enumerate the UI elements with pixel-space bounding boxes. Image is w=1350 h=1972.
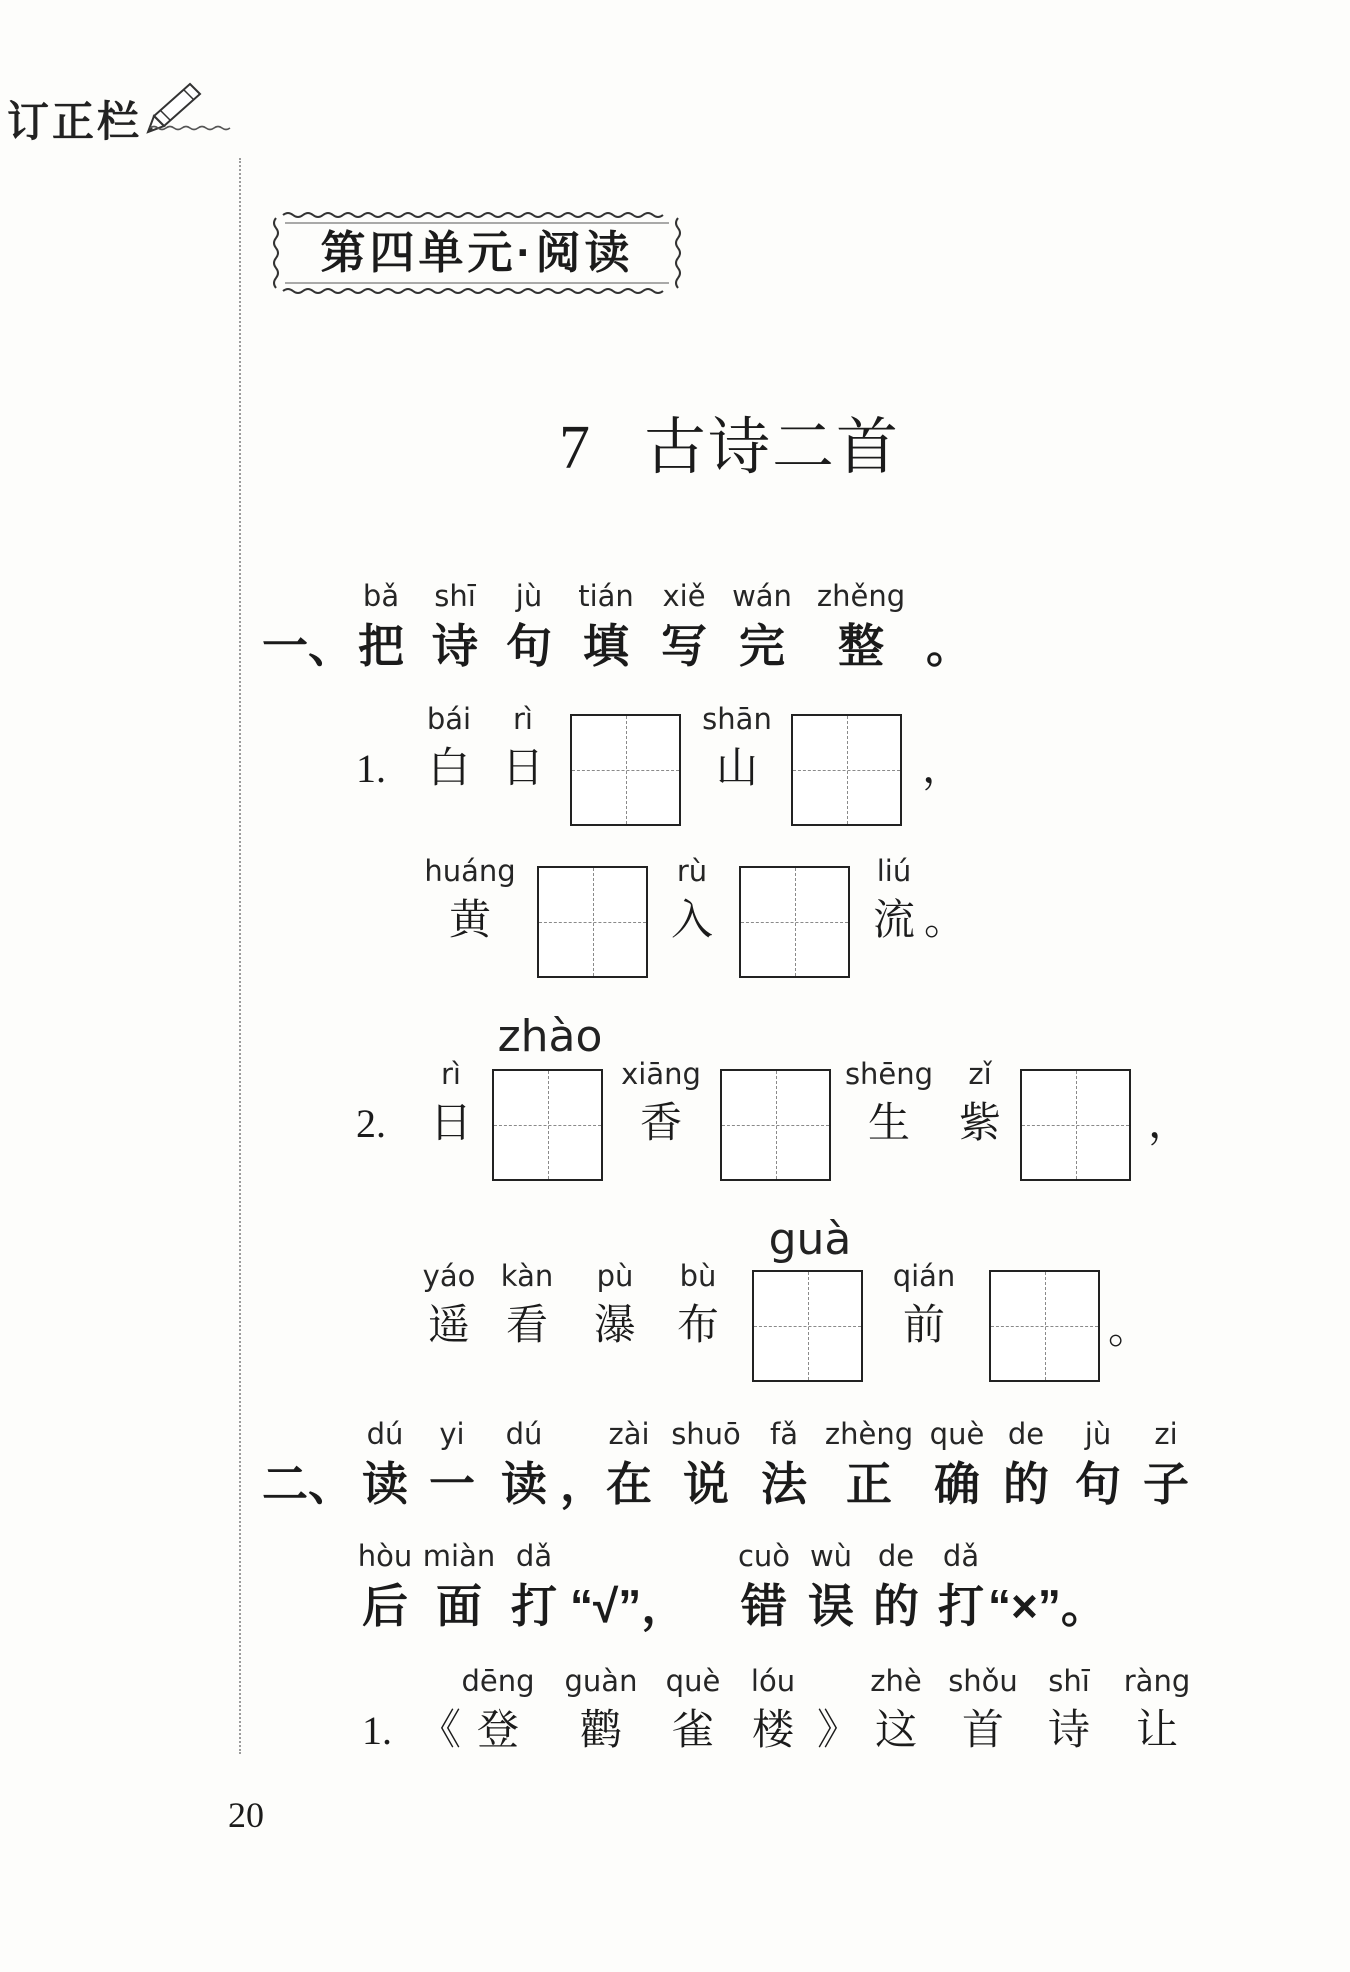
hanzi: 遥 — [427, 1303, 470, 1349]
pinyin: shī — [434, 579, 476, 613]
pinyin: bǎ — [362, 579, 400, 613]
hanzi: 面 — [436, 1580, 482, 1632]
hanzi: 首 — [961, 1708, 1004, 1754]
poem-word — [677, 1256, 719, 1356]
heading-word — [732, 576, 792, 676]
heading-word — [761, 1414, 807, 1514]
margin-label-area — [7, 98, 150, 146]
heading-word — [423, 1536, 495, 1636]
wrong-mark-quote: “×”。 — [988, 1580, 1107, 1632]
hanzi: 流 — [872, 898, 916, 944]
heading-word — [738, 1536, 790, 1636]
section-one-end-punct: 。 — [926, 620, 972, 672]
pinyin: zi — [1154, 1417, 1178, 1451]
pencil-icon — [140, 80, 240, 136]
poem-word — [427, 699, 471, 799]
pinyin: bù — [679, 1259, 717, 1293]
poem-word — [845, 1054, 933, 1154]
poem-word — [502, 699, 544, 799]
pinyin: ràng — [1123, 1664, 1191, 1698]
pinyin: yáo — [422, 1259, 476, 1293]
pinyin: hòu — [357, 1539, 413, 1573]
hanzi: 把 — [358, 620, 404, 672]
pinyin: rì — [441, 1057, 461, 1091]
answer-box — [752, 1270, 863, 1382]
heading-word — [362, 1414, 408, 1514]
hanzi: 紫 — [958, 1101, 1002, 1147]
hanzi: 法 — [761, 1458, 807, 1510]
pinyin: miàn — [422, 1539, 496, 1573]
punctuation: 。 — [1108, 1307, 1151, 1353]
hanzi: 瀑 — [593, 1303, 637, 1349]
heading-word — [578, 576, 634, 676]
correct-mark-quote: “√”， — [570, 1580, 688, 1632]
hanzi: 登 — [476, 1708, 520, 1754]
heading-comma: ， — [560, 1458, 606, 1510]
hanzi: 看 — [505, 1303, 548, 1349]
answer-box — [1020, 1069, 1131, 1181]
heading-word — [671, 1414, 741, 1514]
pinyin: shuō — [671, 1417, 741, 1451]
question-label: 2. — [356, 1101, 386, 1146]
poem-word — [948, 1661, 1018, 1761]
hanzi: 雀 — [671, 1708, 715, 1754]
hanzi: 说 — [683, 1458, 729, 1510]
heading-word — [506, 576, 552, 676]
pinyin: zhěng — [816, 579, 906, 613]
pinyin: de — [1007, 1417, 1045, 1451]
hanzi: 整 — [837, 620, 884, 672]
heading-word — [358, 576, 404, 676]
hanzi: 这 — [874, 1708, 918, 1754]
poem-word — [893, 1256, 956, 1356]
heading-word — [930, 1414, 985, 1514]
heading-word — [501, 1414, 547, 1514]
pinyin: zhè — [870, 1664, 922, 1698]
hanzi: 布 — [676, 1303, 720, 1349]
hanzi: 填 — [583, 620, 629, 672]
pinyin: shǒu — [948, 1664, 1018, 1698]
hanzi: 山 — [715, 746, 759, 792]
poem-word — [501, 1256, 553, 1356]
heading-word — [817, 576, 905, 676]
pinyin: dēng — [461, 1664, 535, 1698]
box-pinyin-hint: zhào — [497, 1011, 603, 1062]
pinyin: dǎ — [515, 1539, 553, 1573]
pinyin: tián — [578, 579, 634, 613]
pinyin: zhèng — [824, 1417, 914, 1451]
hanzi: 句 — [506, 620, 552, 672]
answer-box — [739, 866, 850, 978]
section-two-number: 二、 — [262, 1458, 354, 1510]
poem-word — [430, 1054, 472, 1154]
answer-box — [989, 1270, 1100, 1382]
pinyin: bái — [426, 702, 472, 736]
pinyin: dǎ — [942, 1539, 980, 1573]
pinyin: què — [929, 1417, 985, 1451]
pinyin: rù — [676, 854, 708, 888]
heading-word — [808, 1536, 854, 1636]
heading-word — [1143, 1414, 1189, 1514]
pinyin: cuò — [737, 1539, 791, 1573]
pinyin: zǐ — [968, 1057, 992, 1091]
poem-word — [423, 1256, 476, 1356]
heading-word — [1075, 1414, 1121, 1514]
heading-word — [1003, 1414, 1049, 1514]
poem-word — [1124, 1661, 1190, 1761]
poem-word — [461, 1661, 534, 1761]
poem-word — [424, 851, 515, 951]
heading-word — [429, 1414, 475, 1514]
poem-word — [702, 699, 772, 799]
pinyin: zài — [608, 1417, 650, 1451]
pinyin: xiě — [662, 579, 706, 613]
poem-word — [1048, 1661, 1090, 1761]
section-one-number: 一、 — [262, 620, 354, 672]
box-pinyin-hint: guà — [768, 1214, 852, 1265]
hanzi: 香 — [639, 1101, 682, 1147]
hanzi: 入 — [670, 898, 714, 944]
poem-word — [873, 851, 915, 951]
punctuation: 。 — [924, 898, 967, 944]
heading-word — [606, 1414, 652, 1514]
margin-label: 订正栏 — [7, 98, 143, 145]
lesson-title: 古诗二首 — [644, 414, 901, 482]
pinyin: wán — [732, 579, 792, 613]
pinyin: qián — [892, 1259, 956, 1293]
hanzi: 子 — [1143, 1458, 1189, 1510]
poem-word — [666, 1661, 721, 1761]
pinyin: de — [877, 1539, 915, 1573]
pinyin: shān — [702, 702, 772, 736]
heading-word — [938, 1536, 984, 1636]
hanzi: 生 — [867, 1101, 910, 1147]
question-label: 1. — [362, 1708, 392, 1753]
page-number: 20 — [228, 1795, 264, 1835]
hanzi: 一 — [429, 1458, 475, 1510]
pinyin: guàn — [564, 1664, 638, 1698]
unit-banner-title: 第四单元·阅读 — [320, 227, 634, 278]
hanzi: 的 — [1003, 1458, 1049, 1510]
margin-divider — [239, 158, 241, 1754]
pinyin: dú — [366, 1417, 404, 1451]
pinyin: xiāng — [621, 1057, 701, 1091]
pinyin: wù — [809, 1539, 853, 1573]
hanzi: 后 — [361, 1580, 408, 1632]
answer-box — [791, 714, 902, 826]
poem-word — [671, 851, 713, 951]
heading-word — [358, 1536, 413, 1636]
hanzi: 的 — [873, 1580, 919, 1632]
book-title-close-quote: 》 — [816, 1708, 860, 1754]
hanzi: 确 — [933, 1458, 980, 1510]
answer-box — [537, 866, 648, 978]
pinyin: rì — [513, 702, 533, 736]
pinyin: què — [665, 1664, 721, 1698]
punctuation: ， — [1148, 1101, 1191, 1147]
hanzi: 在 — [606, 1458, 652, 1510]
question-label: 1. — [356, 746, 386, 791]
pinyin: dú — [505, 1417, 543, 1451]
answer-box — [570, 714, 681, 826]
hanzi: 读 — [362, 1458, 408, 1510]
hanzi: 让 — [1135, 1708, 1179, 1754]
heading-word — [432, 576, 478, 676]
poem-word — [594, 1256, 636, 1356]
hanzi: 读 — [501, 1458, 547, 1510]
poem-word — [621, 1054, 701, 1154]
punctuation: ， — [922, 746, 965, 792]
hanzi: 日 — [501, 746, 545, 792]
hanzi: 打 — [938, 1580, 984, 1632]
heading-word — [873, 1536, 919, 1636]
book-title-open-quote: 《 — [418, 1708, 462, 1754]
poem-word — [751, 1661, 795, 1761]
pinyin: fǎ — [770, 1417, 798, 1451]
heading-word — [661, 576, 707, 676]
hanzi: 白 — [427, 746, 470, 792]
pinyin: shī — [1048, 1664, 1090, 1698]
lesson-number: 7 — [559, 414, 590, 482]
answer-box — [492, 1069, 603, 1181]
pinyin: kàn — [500, 1259, 554, 1293]
hanzi: 误 — [808, 1580, 854, 1632]
hanzi: 楼 — [751, 1708, 794, 1754]
pinyin: jù — [1084, 1417, 1112, 1451]
hanzi: 写 — [661, 620, 707, 672]
poem-word — [870, 1661, 921, 1761]
answer-box — [720, 1069, 831, 1181]
hanzi: 错 — [740, 1580, 787, 1632]
hanzi: 句 — [1075, 1458, 1121, 1510]
pinyin: pù — [596, 1259, 634, 1293]
hanzi: 打 — [511, 1580, 557, 1632]
poem-word — [959, 1054, 1001, 1154]
pinyin: huáng — [424, 854, 516, 888]
hanzi: 日 — [429, 1101, 473, 1147]
pinyin: jù — [515, 579, 543, 613]
pinyin: lóu — [750, 1664, 796, 1698]
hanzi: 黄 — [448, 898, 492, 944]
hanzi: 鹳 — [579, 1708, 623, 1754]
hanzi: 前 — [902, 1303, 945, 1349]
heading-word — [511, 1536, 557, 1636]
poem-word — [565, 1661, 638, 1761]
hanzi: 完 — [739, 620, 785, 672]
hanzi: 诗 — [1047, 1708, 1091, 1754]
heading-word — [825, 1414, 913, 1514]
hanzi: 正 — [845, 1458, 892, 1510]
pinyin: yi — [439, 1417, 465, 1451]
pinyin: liú — [876, 854, 912, 888]
pinyin: shēng — [844, 1057, 934, 1091]
hanzi: 诗 — [432, 620, 478, 672]
